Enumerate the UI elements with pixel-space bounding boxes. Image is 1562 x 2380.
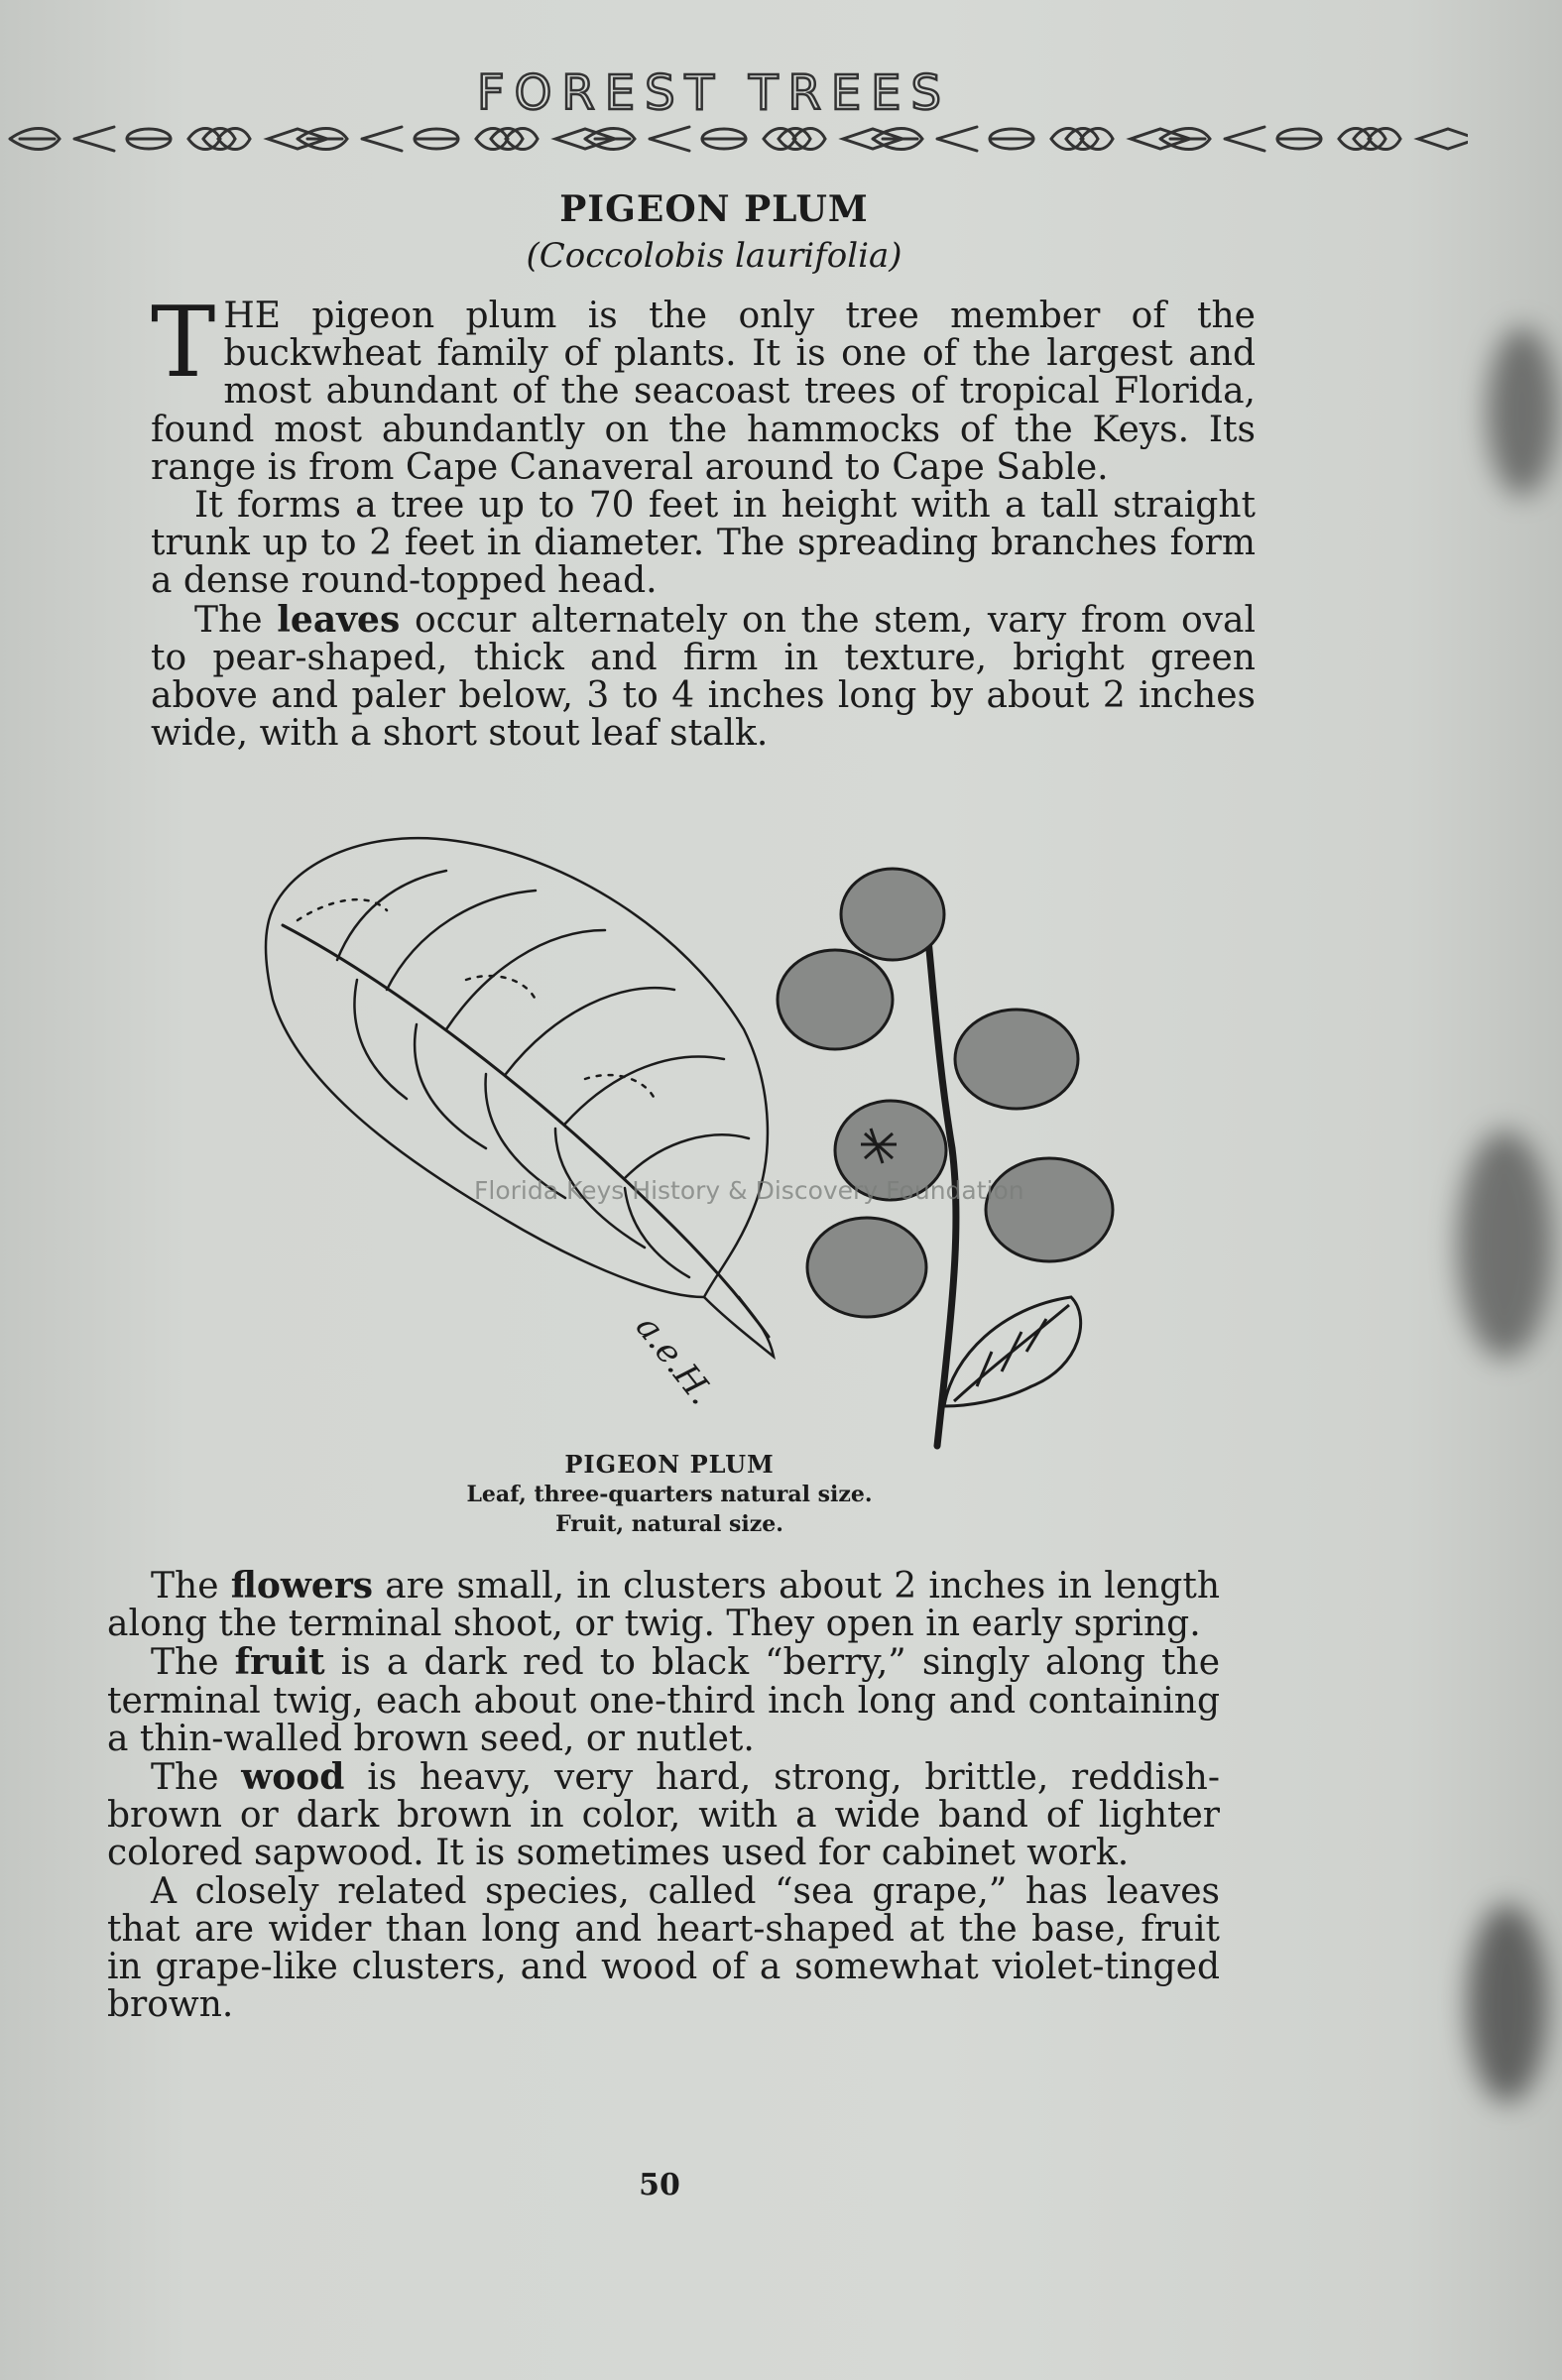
paragraph-wood: The wood is heavy, very hard, strong, brittle, reddish-brown or dark brown in color, with a wide band of lighter colored sapwood. It is sometimes used for cabinet work. xyxy=(107,1756,1220,1874)
drop-cap: T xyxy=(151,287,216,400)
page-number: 50 xyxy=(639,2168,680,2202)
decorative-border-ornament xyxy=(0,117,1468,161)
watermark-text: Florida Keys History & Discovery Foundation xyxy=(474,1176,1024,1205)
paragraph-flowers: The flowers are small, in clusters about 2 inches in length along the terminal shoot, or twig. They open in early spring. xyxy=(107,1565,1221,1645)
burn-mark xyxy=(1488,327,1557,496)
burn-mark xyxy=(1458,1130,1552,1359)
caption-line-leaf: Leaf, three-quarters natural size. xyxy=(466,1482,873,1507)
paragraph-intro: THE pigeon plum is the only tree member of the buckwheat family of plants. It is one of the largest and most abundant of the seacoast trees of tropical Florida, found most abundantly on the hammocks of the Keys. Its range is from Cape Canaveral around to Cape Sable. xyxy=(151,287,1256,488)
paragraph-form: It forms a tree up to 70 feet in height with a tall straight trunk up to 2 feet in diameter. The spreading branches form a dense round-topped head. xyxy=(151,485,1256,602)
running-header: FOREST TREES xyxy=(477,65,951,121)
article-title: PIGEON PLUM xyxy=(559,188,869,230)
artist-initials: a.e.H. xyxy=(627,1307,722,1413)
caption-title: PIGEON PLUM xyxy=(564,1450,775,1479)
figure-caption xyxy=(0,1450,1339,1539)
paragraph-fruit: The fruit is a dark red to black “berry,” singly along the terminal twig, each about one-third inch long and containing a thin-walled brown seed, or nutlet. xyxy=(107,1641,1220,1759)
paragraph-leaves: The leaves occur alternately on the stem, vary from oval to pear-shaped, thick and firm in texture, bright green above and paler below, 3 to 4 inches long by about 2 inches wide, with a short stout leaf stalk. xyxy=(151,598,1256,755)
lower-text-block xyxy=(107,1567,1220,2024)
pigeon-plum-illustration xyxy=(238,831,1131,1456)
paragraph-sea-grape: A closely related species, called “sea grape,” has leaves that are wider than long and heart-shaped at the base, fruit in grape-like clusters, and wood of a somewhat violet-tinged brown. xyxy=(107,1870,1220,2026)
fruit-branch-drawing xyxy=(778,869,1113,1446)
scientific-name: (Coccolobis laurifolia) xyxy=(526,236,902,276)
leaf-drawing xyxy=(266,838,774,1357)
caption-line-fruit: Fruit, natural size. xyxy=(555,1511,783,1537)
burn-mark xyxy=(1468,1904,1547,2102)
intro-text-block xyxy=(151,287,1256,755)
